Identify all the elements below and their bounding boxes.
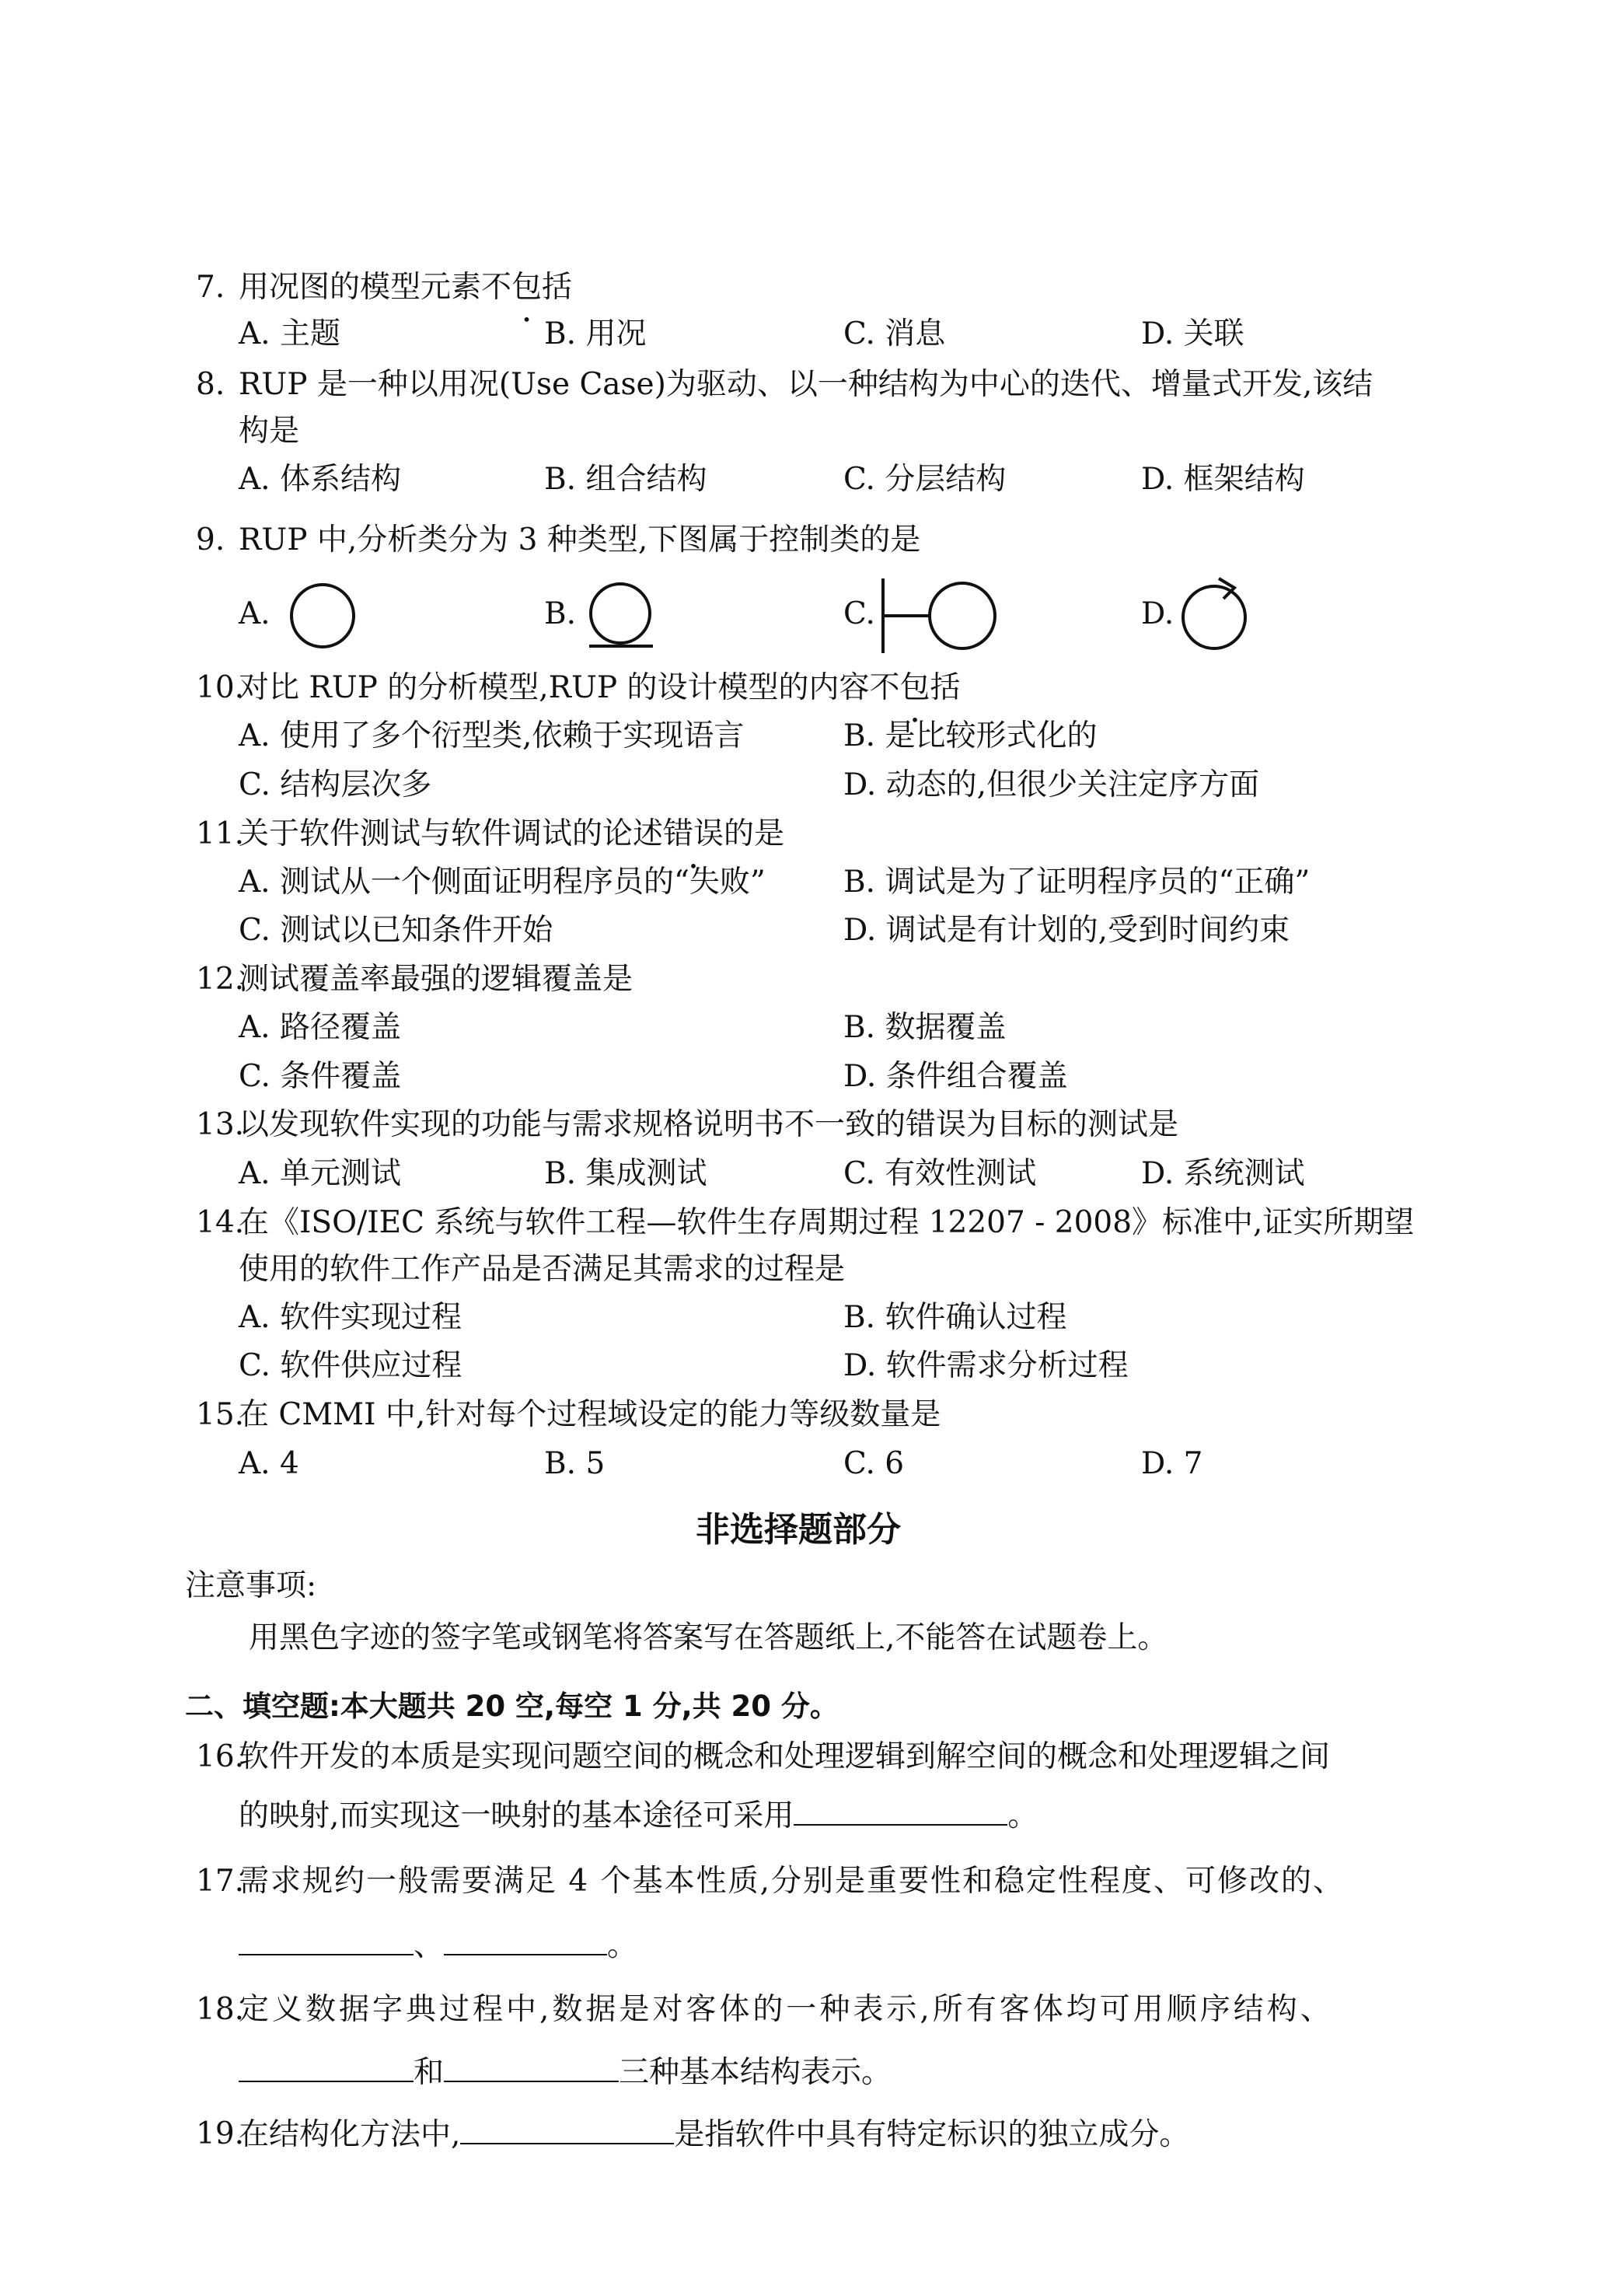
q18-line1: 定义数据字典过程中,数据是对客体的一种表示,所有客体均可用顺序结构、: [239, 1992, 1334, 2027]
q9-option-a-label[interactable]: A.: [239, 596, 270, 631]
q10-stem-emphasis: 不包括: [869, 670, 961, 705]
q14-stem-line2: 使用的软件工作产品是否满足其需求的过程是: [239, 1252, 846, 1287]
q16-answer-blank[interactable]: [794, 1796, 1007, 1826]
q11-number: 11.: [196, 816, 245, 851]
q14-number: 14.: [196, 1205, 245, 1240]
q9-number: 9.: [196, 522, 225, 557]
q17-line2: [239, 1926, 637, 1966]
q8-option-a[interactable]: A. 体系结构: [239, 462, 401, 497]
q18-answer-blank-2[interactable]: [444, 2053, 619, 2082]
q13-option-c[interactable]: C. 有效性测试: [843, 1156, 1037, 1191]
q17-line1: 需求规约一般需要满足 4 个基本性质,分别是重要性和稳定性程度、可修改的、: [239, 1864, 1346, 1899]
q14-option-b[interactable]: B. 软件确认过程: [843, 1300, 1067, 1335]
q14-option-d[interactable]: D. 软件需求分析过程: [843, 1348, 1129, 1383]
q10-stem-text: 对比 RUP 的分析模型,RUP 的设计模型的内容: [239, 670, 870, 705]
q15-option-a[interactable]: A. 4: [239, 1446, 299, 1481]
q12-option-c[interactable]: C. 条件覆盖: [239, 1059, 402, 1094]
q15-option-c[interactable]: C. 6: [843, 1446, 905, 1481]
q17-answer-blank-1[interactable]: [239, 1926, 414, 1955]
q12-option-b[interactable]: B. 数据覆盖: [843, 1010, 1007, 1045]
q9-option-d-label[interactable]: D.: [1141, 596, 1174, 631]
q16-line1: 软件开发的本质是实现问题空间的概念和处理逻辑到解空间的概念和处理逻辑之间: [239, 1739, 1331, 1774]
q16-line2: [239, 1796, 1038, 1836]
q12-option-a[interactable]: A. 路径覆盖: [239, 1010, 401, 1045]
q19-answer-blank[interactable]: [460, 2115, 674, 2144]
q17-end: 。: [607, 1928, 638, 1963]
q19-end: 是指软件中具有特定标识的独立成分。: [674, 2117, 1190, 2152]
q10-option-b[interactable]: B. 是比较形式化的: [843, 718, 1098, 753]
q13-option-d[interactable]: D. 系统测试: [1141, 1156, 1305, 1191]
q14-stem-line1: 在《ISO/IEC 系统与软件工程—软件生存周期过程 12207 - 2008》标准中,证实所期望: [239, 1205, 1415, 1240]
q15-option-b[interactable]: B. 5: [544, 1446, 606, 1481]
control-class-icon[interactable]: [1175, 574, 1256, 655]
q15-stem: 在 CMMI 中,针对每个过程域设定的能力等级数量是: [239, 1397, 941, 1432]
entity-class-icon[interactable]: [581, 579, 659, 657]
q19-number: 19.: [196, 2116, 245, 2151]
q11-stem: [239, 815, 784, 854]
notice-label: 注意事项:: [185, 1568, 317, 1603]
q11-stem-text: 关于软件测试与软件调试的论述: [239, 816, 664, 851]
q8-option-c[interactable]: C. 分层结构: [843, 462, 1007, 497]
q12-option-d[interactable]: D. 条件组合覆盖: [843, 1059, 1068, 1094]
notice-text: 用黑色字迹的签字笔或钢笔将答案写在答题纸上,不能答在试题卷上。: [249, 1620, 1168, 1655]
q7-stem-emphasis: 不包括: [481, 270, 573, 305]
q17-number: 17.: [196, 1864, 245, 1899]
section-title: 非选择题部分: [696, 1510, 901, 1550]
q11-option-c[interactable]: C. 测试以已知条件开始: [239, 913, 553, 948]
q16-number: 16.: [196, 1739, 245, 1774]
q12-stem: 测试覆盖率最强的逻辑覆盖是: [239, 962, 633, 997]
q7-option-c[interactable]: C. 消息: [843, 316, 946, 351]
q13-option-a[interactable]: A. 单元测试: [239, 1156, 401, 1191]
q13-stem: 以发现软件实现的功能与需求规格说明书不一致的错误为目标的测试是: [239, 1107, 1179, 1142]
q8-option-d[interactable]: D. 框架结构: [1141, 462, 1305, 497]
q18-connector: 和: [414, 2055, 445, 2090]
q11-option-a[interactable]: A. 测试从一个侧面证明程序员的“失败”: [239, 865, 766, 900]
q18-answer-blank-1[interactable]: [239, 2053, 414, 2082]
q11-stem-emphasis: 错误: [663, 816, 724, 851]
q7-option-b[interactable]: B. 用况: [544, 316, 647, 351]
q18-line2: [239, 2053, 892, 2092]
q10-option-a[interactable]: A. 使用了多个衍型类,依赖于实现语言: [239, 718, 745, 753]
q19-text: 在结构化方法中,: [239, 2117, 461, 2152]
q11-stem-end: 的是: [724, 816, 785, 851]
q19-line: [239, 2115, 1189, 2154]
q13-option-b[interactable]: B. 集成测试: [544, 1156, 707, 1191]
q9-stem: RUP 中,分析类分为 3 种类型,下图属于控制类的是: [239, 522, 921, 557]
q17-answer-blank-2[interactable]: [444, 1926, 607, 1955]
q8-stem-line2: 构是: [239, 414, 300, 449]
q15-number: 15.: [196, 1397, 245, 1432]
q7-option-a[interactable]: A. 主题: [239, 316, 340, 351]
q17-separator: 、: [414, 1928, 445, 1963]
q7-option-d[interactable]: D. 关联: [1141, 316, 1244, 351]
q10-option-c[interactable]: C. 结构层次多: [239, 767, 432, 802]
boundary-class-icon[interactable]: [880, 575, 1004, 656]
q12-number: 12.: [196, 962, 245, 997]
q7-stem: [239, 268, 572, 307]
q9-option-c-label[interactable]: C.: [843, 596, 875, 631]
boundary-class-icon-circle[interactable]: [284, 579, 361, 654]
q10-number: 10.: [196, 670, 245, 705]
q18-end: 三种基本结构表示。: [619, 2055, 892, 2090]
q11-option-d[interactable]: D. 调试是有计划的,受到时间约束: [843, 913, 1290, 948]
q16-line2-text: 的映射,而实现这一映射的基本途径可采用: [239, 1798, 794, 1833]
q10-stem: [239, 669, 961, 708]
q7-stem-text: 用况图的模型元素: [239, 270, 482, 305]
q14-option-c[interactable]: C. 软件供应过程: [239, 1348, 462, 1383]
q10-option-d[interactable]: D. 动态的,但很少关注定序方面: [843, 767, 1260, 802]
q15-option-d[interactable]: D. 7: [1141, 1446, 1203, 1481]
q16-line2-end: 。: [1007, 1798, 1038, 1833]
part2-title: 二、填空题:本大题共 20 空,每空 1 分,共 20 分。: [185, 1690, 839, 1723]
q13-number: 13.: [196, 1107, 245, 1142]
q8-option-b[interactable]: B. 组合结构: [544, 462, 707, 497]
q18-number: 18.: [196, 1992, 245, 2027]
q9-option-b-label[interactable]: B.: [544, 596, 577, 631]
q11-option-b[interactable]: B. 调试是为了证明程序员的“正确”: [843, 865, 1311, 900]
q8-stem-line1: RUP 是一种以用况(Use Case)为驱动、以一种结构为中心的迭代、增量式开发,该结: [239, 367, 1373, 402]
q8-number: 8.: [196, 367, 225, 402]
q7-number: 7.: [196, 270, 225, 305]
q14-option-a[interactable]: A. 软件实现过程: [239, 1300, 462, 1335]
